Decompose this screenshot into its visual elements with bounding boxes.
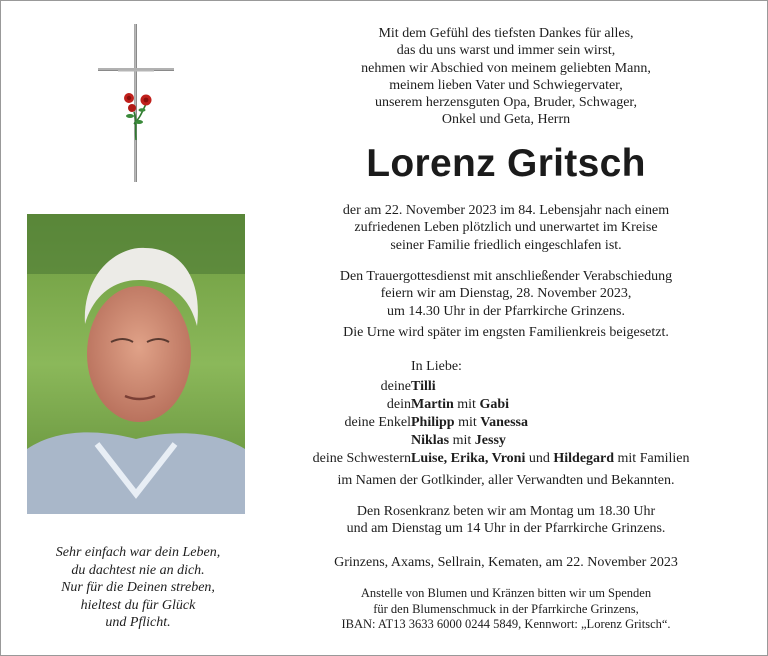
place-date: Grinzens, Axams, Sellrain, Kematen, am 22. November 2023 <box>334 555 678 570</box>
death-notice: der am 22. November 2023 im 84. Lebensjahr nach einem zufriedenen Leben plötzlich und unerwartet im Kreise seiner Familie friedlich eingeschlafen ist. <box>342 203 670 253</box>
urn-info: Die Urne wird später im engsten Familienkreis beigesetzt. <box>343 325 669 340</box>
cross-with-roses-icon <box>96 24 176 184</box>
intro-text: Mit dem Gefühl des tiefsten Dankes für alles, das du uns warst und immer sein wirst, nehmen wir Abschied von meinem geliebten Mann, meinem lieben Vater und Schwiegervater, unserem herzensguten Opa, Bruder, Schwager, Onkel und Geta, Herrn <box>361 26 651 128</box>
portrait-photo <box>27 214 245 514</box>
on-behalf-text: im Namen der Gotlkinder, aller Verwandten und Bekannten. <box>337 473 675 488</box>
service-info: Den Trauergottesdienst mit anschließender Verabschiedung feiern wir am Dienstag, 28. November 2023, um 14.30 Uhr in der Pfarrkirche Grinzens. <box>339 269 673 319</box>
in-love-label: In Liebe: <box>411 359 462 374</box>
deceased-name: Lorenz Gritsch <box>366 142 646 185</box>
poem: Sehr einfach war dein Leben, du dachtest nie an dich. Nur für die Deinen streben, hieltest du für Glück und Pflicht. <box>55 545 221 630</box>
donation-info: Anstelle von Blumen und Kränzen bitten wir um Spenden für den Blumenschmuck in der Pfarrkirche Grinzens, IBAN: AT13 3633 6000 0244 5849, Kennwort: „Lorenz Gritsch“. <box>341 586 671 631</box>
rosary-info: Den Rosenkranz beten wir am Montag um 18.30 Uhr und am Dienstag um 14 Uhr in der Pfarrkirche Grinzens. <box>346 504 666 537</box>
